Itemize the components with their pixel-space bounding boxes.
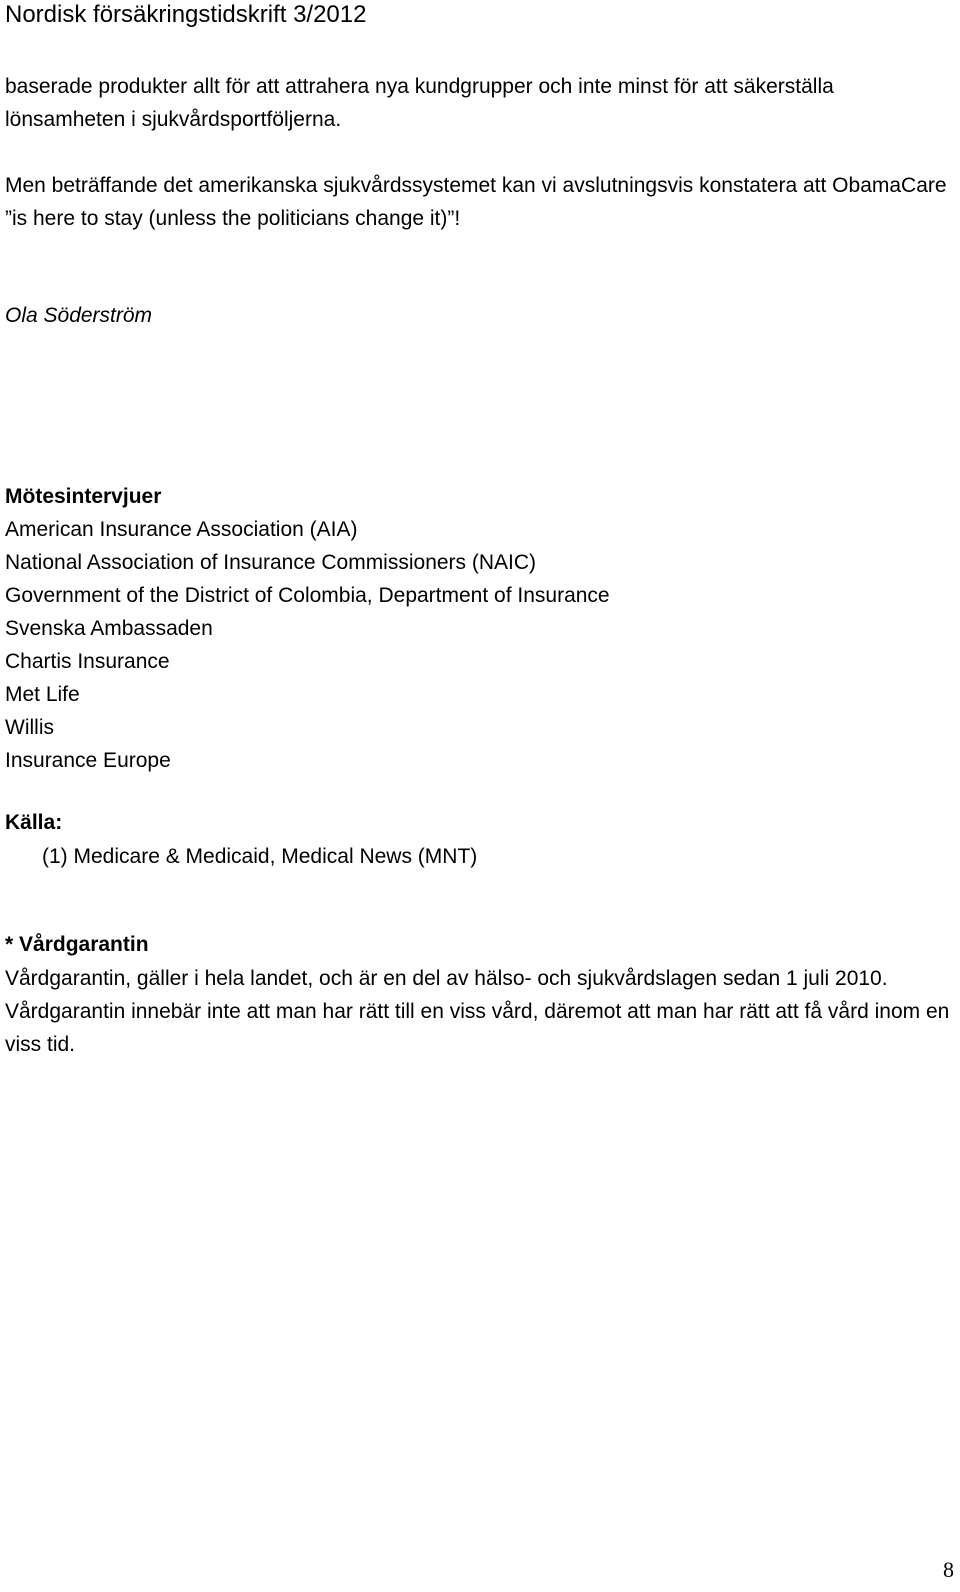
meetings-list <box>5 513 610 777</box>
body-paragraph-1: baserade produkter allt för att attrahera nya kundgrupper och inte minst för att säkerställa lönsamheten i sjukvårdsportföljerna. <box>5 75 834 131</box>
source-item: (1) Medicare & Medicaid, Medical News (MNT) <box>42 845 478 868</box>
journal-title: Nordisk försäkringstidskrift 3/2012 <box>5 1 367 28</box>
meeting-item: National Association of Insurance Commissioners (NAIC) <box>5 551 537 574</box>
meeting-item: Willis <box>5 716 54 739</box>
footnote-text: Vårdgarantin, gäller i hela landet, och är en del av hälso- och sjukvårdslagen sedan 1 juli 2010. Vårdgarantin innebär inte att man har rätt till en viss vård, däremot att man har rätt att få vård inom en viss tid. <box>5 967 950 1056</box>
sources-heading: Källa: <box>5 811 63 834</box>
author-name: Ola Söderström <box>5 304 153 327</box>
meeting-item: Chartis Insurance <box>5 650 170 673</box>
meeting-item: American Insurance Association (AIA) <box>5 518 358 541</box>
body-paragraph-2: Men beträffande det amerikanska sjukvårdssystemet kan vi avslutningsvis konstatera att ObamaCare ”is here to stay (unless the politicians change it)”! <box>5 174 947 230</box>
meeting-item: Insurance Europe <box>5 749 171 772</box>
meeting-item: Svenska Ambassaden <box>5 617 213 640</box>
page-number: 8 <box>943 1557 954 1582</box>
meeting-item: Government of the District of Colombia, Department of Insurance <box>5 584 610 607</box>
footnote-heading: * Vårdgarantin <box>5 933 149 956</box>
meetings-heading: Mötesintervjuer <box>5 485 162 508</box>
meeting-item: Met Life <box>5 683 80 706</box>
